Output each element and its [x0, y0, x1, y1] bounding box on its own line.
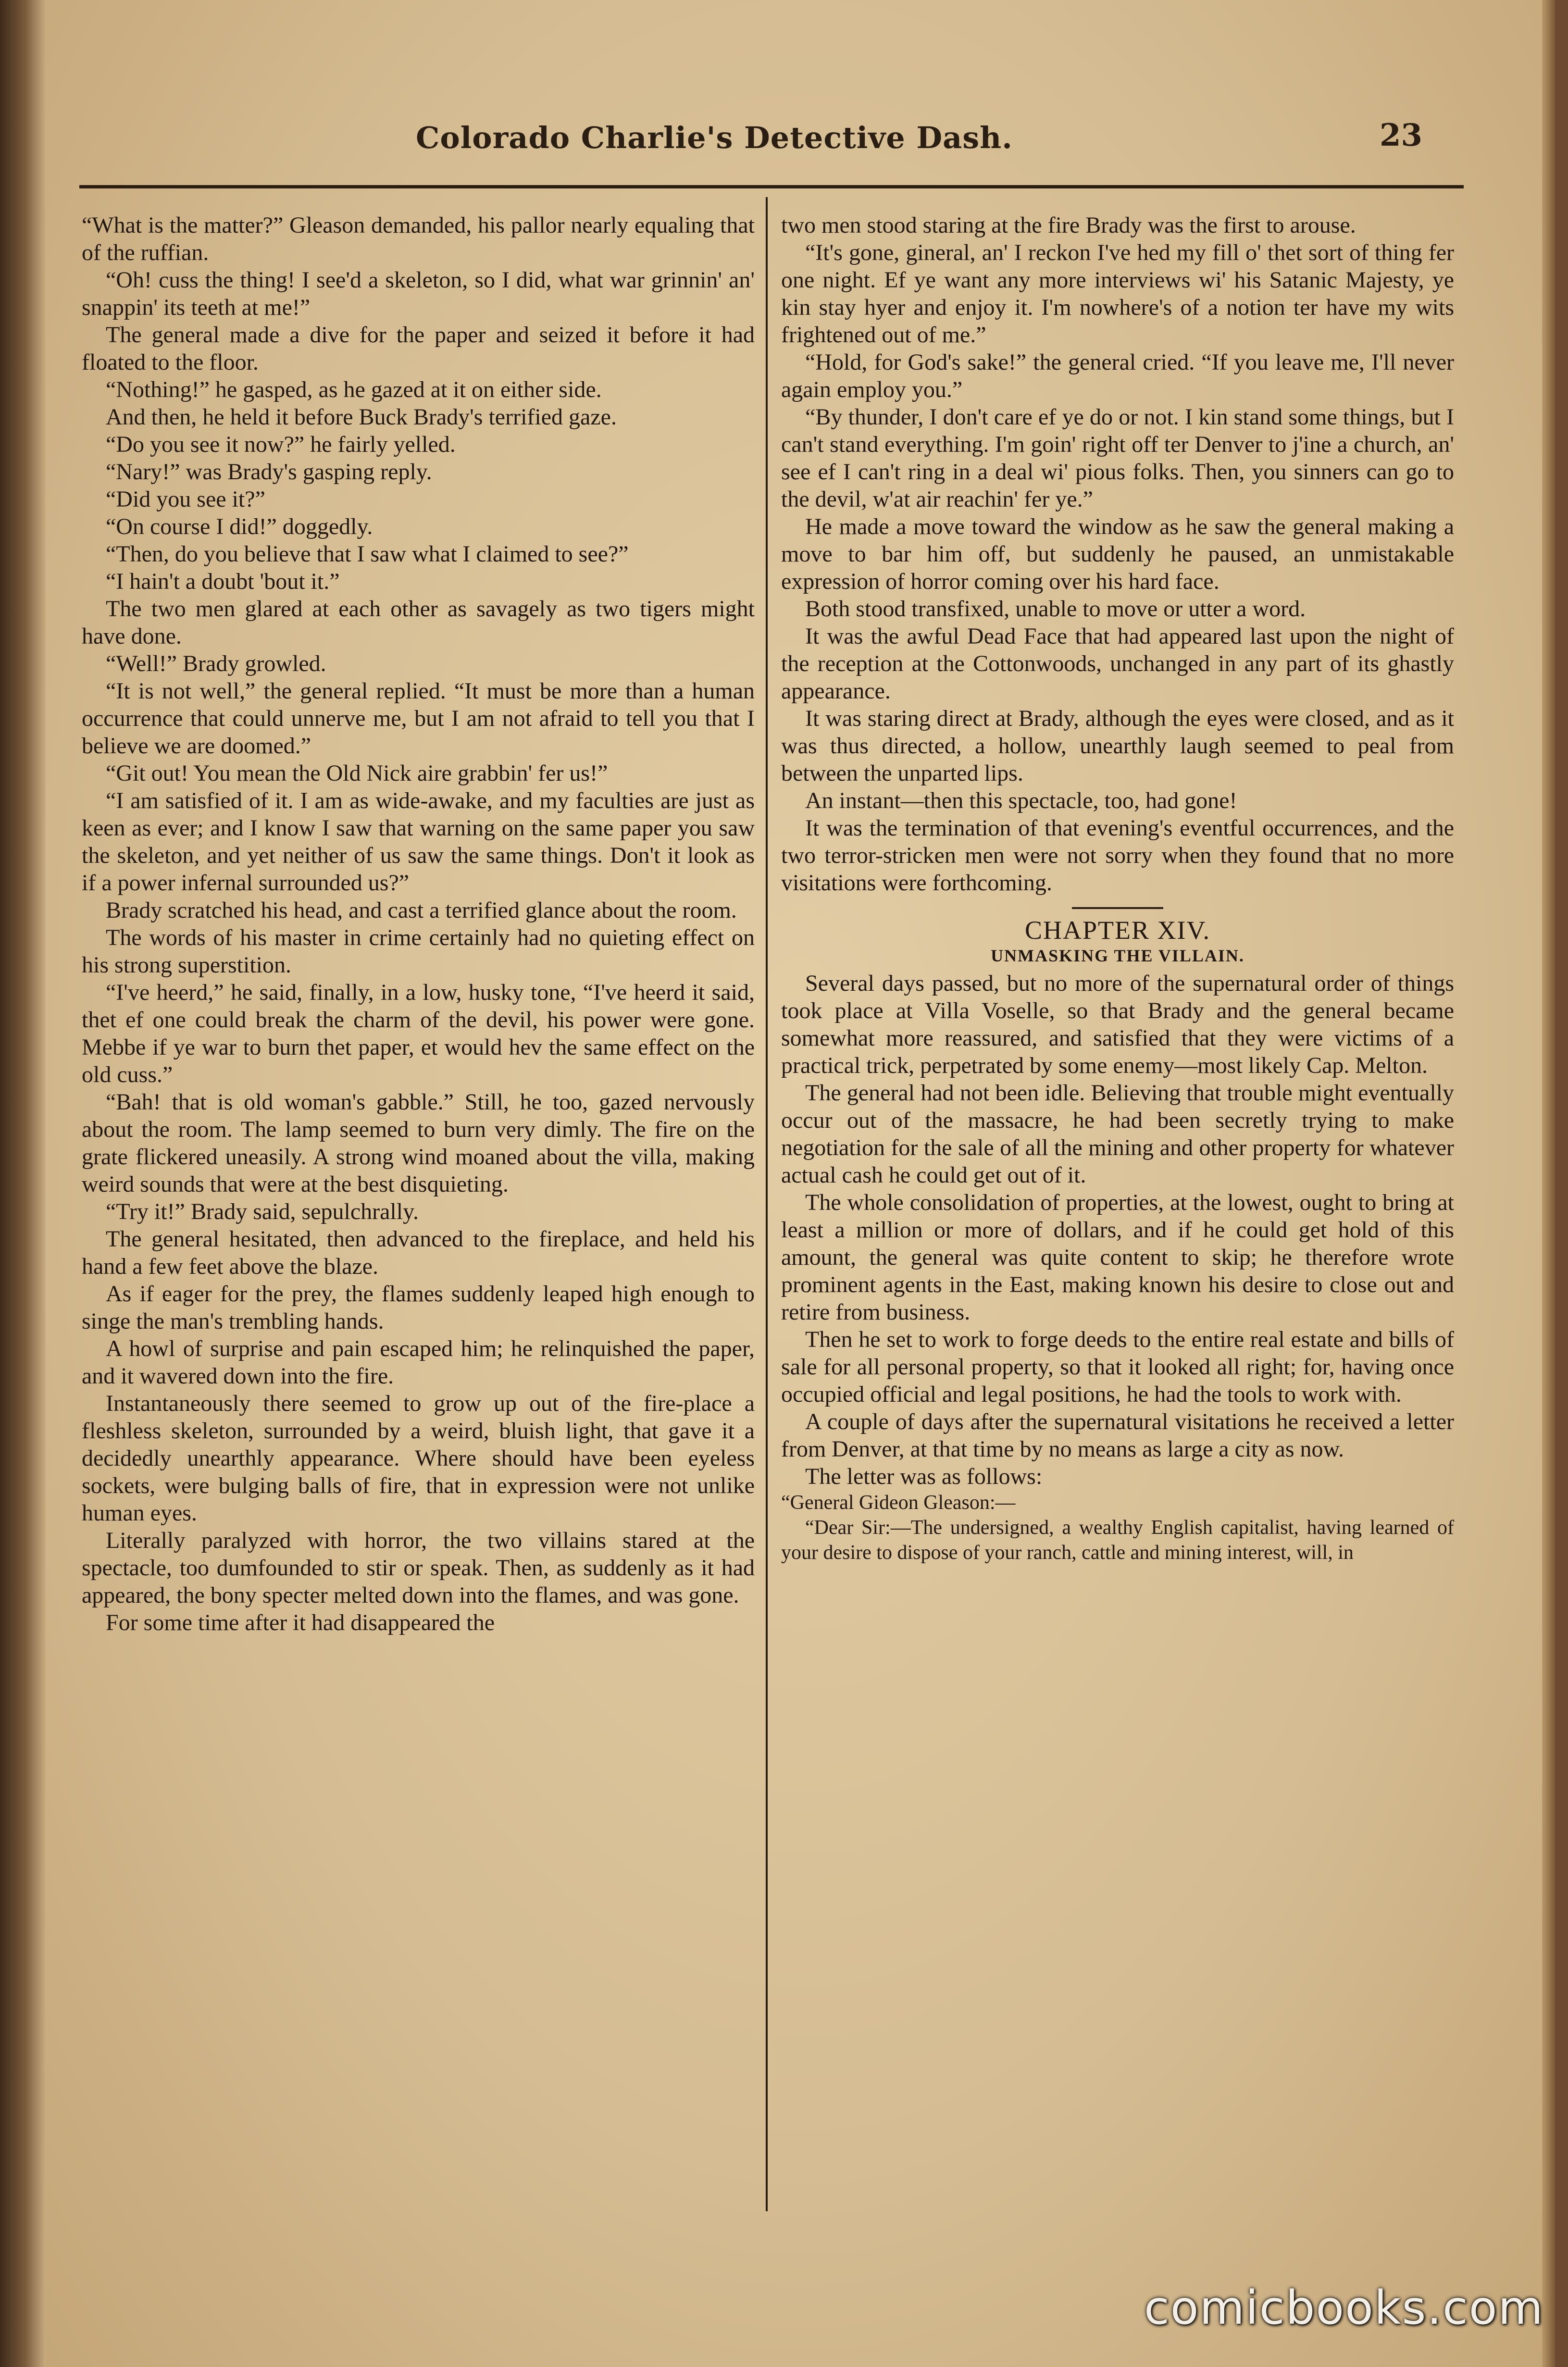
paragraph: two men stood staring at the fire Brady was the first to arouse.: [781, 212, 1356, 238]
paragraph: “Bah! that is old woman's gabble.” Still, he too, gazed nervously about the room. The lamp seemed to burn very dimly. The fire on the grate flickered uneasily. A strong wind moaned about the villa, making weird sounds that were at the best disquieting.: [82, 1089, 755, 1197]
running-title: Colorado Charlie's Detective Dash.: [416, 120, 1013, 155]
paragraph: Brady scratched his head, and cast a terrified glance about the room.: [106, 897, 737, 923]
paragraph: “On course I did!” doggedly.: [106, 514, 373, 539]
paragraph: “Nothing!” he gasped, as he gazed at it on either side.: [106, 377, 602, 402]
chapter-subtitle: UNMASKING THE VILLAIN.: [991, 946, 1244, 965]
left-column: [82, 212, 755, 1636]
paragraph: An instant—then this spectacle, too, had gone!: [805, 788, 1237, 813]
paragraph: And then, he held it before Buck Brady's terrified gaze.: [106, 404, 617, 430]
paragraph: Both stood transfixed, unable to move or utter a word.: [805, 596, 1306, 622]
chapter-title: CHAPTER XIV.: [1024, 916, 1211, 945]
paragraph: It was the termination of that evening's eventful occurrences, and the two terror-stricken men were not sorry when they found that no more visitations were forthcoming.: [781, 815, 1454, 896]
paragraph: He made a move toward the window as he saw the general making a move to bar him off, but suddenly he paused, an unmistakable expression of horror coming over his hard face.: [781, 514, 1454, 594]
paragraph: “Do you see it now?” he fairly yelled.: [106, 432, 456, 457]
paragraph: A couple of days after the supernatural visitations he received a letter from Denver, at that time by no means as large a city as now.: [781, 1409, 1454, 1462]
paragraph: Then he set to work to forge deeds to the entire real estate and bills of sale for all personal property, so that it looked all right; for, having once occupied official and legal positions, he had the tools to work with.: [781, 1327, 1454, 1407]
letter-body: “Dear Sir:—The undersigned, a wealthy English capitalist, having learned of your desire to dispose of your ranch, cattle and mining interest, will, in: [781, 1517, 1454, 1564]
paragraph: Literally paralyzed with horror, the two villains stared at the spectacle, too dumfounded to stir or speak. Then, as suddenly as it had appeared, the bony specter melted down into the flames, and was gone.: [82, 1528, 755, 1608]
paragraph: Several days passed, but no more of the supernatural order of things took place at Villa Voselle, so that Brady and the general became somewhat more reassured, and satisfied that they were victims of a practical trick, perpetrated by some enemy—most likely Cap. Melton.: [781, 971, 1454, 1078]
book-spine: [0, 0, 46, 2367]
paragraph: The whole consolidation of properties, at the lowest, ought to bring at least a million or more of dollars, and if he could get hold of this amount, the general was quite content to skip; he therefore wrote prominent agents in the East, making known his desire to close out and retire from business.: [781, 1190, 1454, 1325]
paragraph: Instantaneously there seemed to grow up out of the fire-place a fleshless skeleton, surrounded by a weird, bluish light, that gave it a decidedly unearthly appearance. Where should have been eyeless sockets, were bulging balls of fire, that in expression were not unlike human eyes.: [82, 1391, 755, 1526]
paragraph: “It is not well,” the general replied. “It must be more than a human occurrence that could unnerve me, but I am not afraid to tell you that I believe we are doomed.”: [82, 678, 755, 759]
page-edge: [1542, 0, 1555, 2367]
paragraph: “What is the matter?” Gleason demanded, his pallor nearly equaling that of the ruffian.: [82, 212, 755, 265]
header-rule: [79, 185, 1464, 188]
letter-salutation: “General Gideon Gleason:—: [781, 1492, 1016, 1514]
paragraph: “I hain't a doubt 'bout it.”: [106, 569, 340, 594]
paragraph: “It's gone, gineral, an' I reckon I've hed my fill o' thet sort of thing fer one night. Ef ye want any more interviews wi' his Satanic Majesty, ye kin stay hyer and enjoy it. I'm nowhere's of a notion ter have my wits frightened out of me.”: [781, 240, 1454, 348]
page-number: 23: [1380, 117, 1423, 153]
watermark: comicbooks.com: [1144, 2281, 1544, 2335]
paragraph: “Then, do you believe that I saw what I claimed to see?”: [106, 541, 629, 567]
paragraph: “I am satisfied of it. I am as wide-awake, and my faculties are just as keen as ever; and I know I saw that warning on the same paper you saw the skeleton, and yet neither of us saw the same things. Don't it look as if a power infernal surrounded us?”: [82, 788, 755, 896]
paragraph: “Git out! You mean the Old Nick aire grabbin' fer us!”: [106, 760, 608, 786]
paragraph: The two men glared at each other as savagely as two tigers might have done.: [82, 596, 755, 649]
paragraph: “Oh! cuss the thing! I see'd a skeleton, so I did, what war grinnin' an' snappin' its teeth at me!”: [82, 267, 755, 320]
paragraph: “Hold, for God's sake!” the general cried. “If you leave me, I'll never again employ you.”: [781, 349, 1454, 402]
paragraph: It was the awful Dead Face that had appeared last upon the night of the reception at the Cottonwoods, unchanged in any part of its ghastly appearance.: [781, 623, 1454, 704]
paragraph: “Did you see it?”: [106, 486, 265, 512]
paragraph: As if eager for the prey, the flames suddenly leaped high enough to singe the man's trembling hands.: [82, 1281, 755, 1334]
paragraph: The words of his master in crime certainly had no quieting effect on his strong superstition.: [82, 925, 755, 978]
paragraph: The general hesitated, then advanced to the fireplace, and held his hand a few feet above the blaze.: [82, 1226, 755, 1279]
paragraph: “By thunder, I don't care ef ye do or not. I kin stand some things, but I can't stand everything. I'm goin' right off ter Denver to j'ine a church, an' see ef I can't ring in a deal wi' pious folks. Then, you sinners can go to the devil, w'at air reachin' fer ye.”: [781, 404, 1454, 512]
paragraph: For some time after it had disappeared the: [106, 1610, 495, 1635]
right-column: [781, 212, 1454, 1565]
paragraph: It was staring direct at Brady, although the eyes were closed, and as it was thus directed, a hollow, unearthly laugh seemed to peal from between the unparted lips.: [781, 706, 1454, 786]
paragraph: The general had not been idle. Believing that trouble might eventually occur out of the massacre, he had been secretly trying to make negotiation for the sale of all the mining and other property for whatever actual cash he could get out of it.: [781, 1080, 1454, 1188]
page: [46, 0, 1555, 2367]
paragraph: “Nary!” was Brady's gasping reply.: [106, 459, 432, 485]
column-divider: [766, 197, 768, 2211]
paragraph: The letter was as follows:: [805, 1464, 1043, 1489]
running-header: [46, 117, 1555, 178]
paragraph: “I've heerd,” he said, finally, in a low, husky tone, “I've heerd it said, thet ef one could break the charm of the devil, his power were gone. Mebbe if ye war to burn thet paper, et would hev the same effect on the old cuss.”: [82, 980, 755, 1087]
paragraph: “Try it!” Brady said, sepulchrally.: [106, 1199, 419, 1224]
paragraph: “Well!” Brady growled.: [106, 651, 326, 676]
paragraph: A howl of surprise and pain escaped him; he relinquished the paper, and it wavered down into the fire.: [82, 1336, 755, 1389]
paragraph: The general made a dive for the paper and seized it before it had floated to the floor.: [82, 322, 755, 375]
chapter-rule: [1072, 907, 1163, 909]
